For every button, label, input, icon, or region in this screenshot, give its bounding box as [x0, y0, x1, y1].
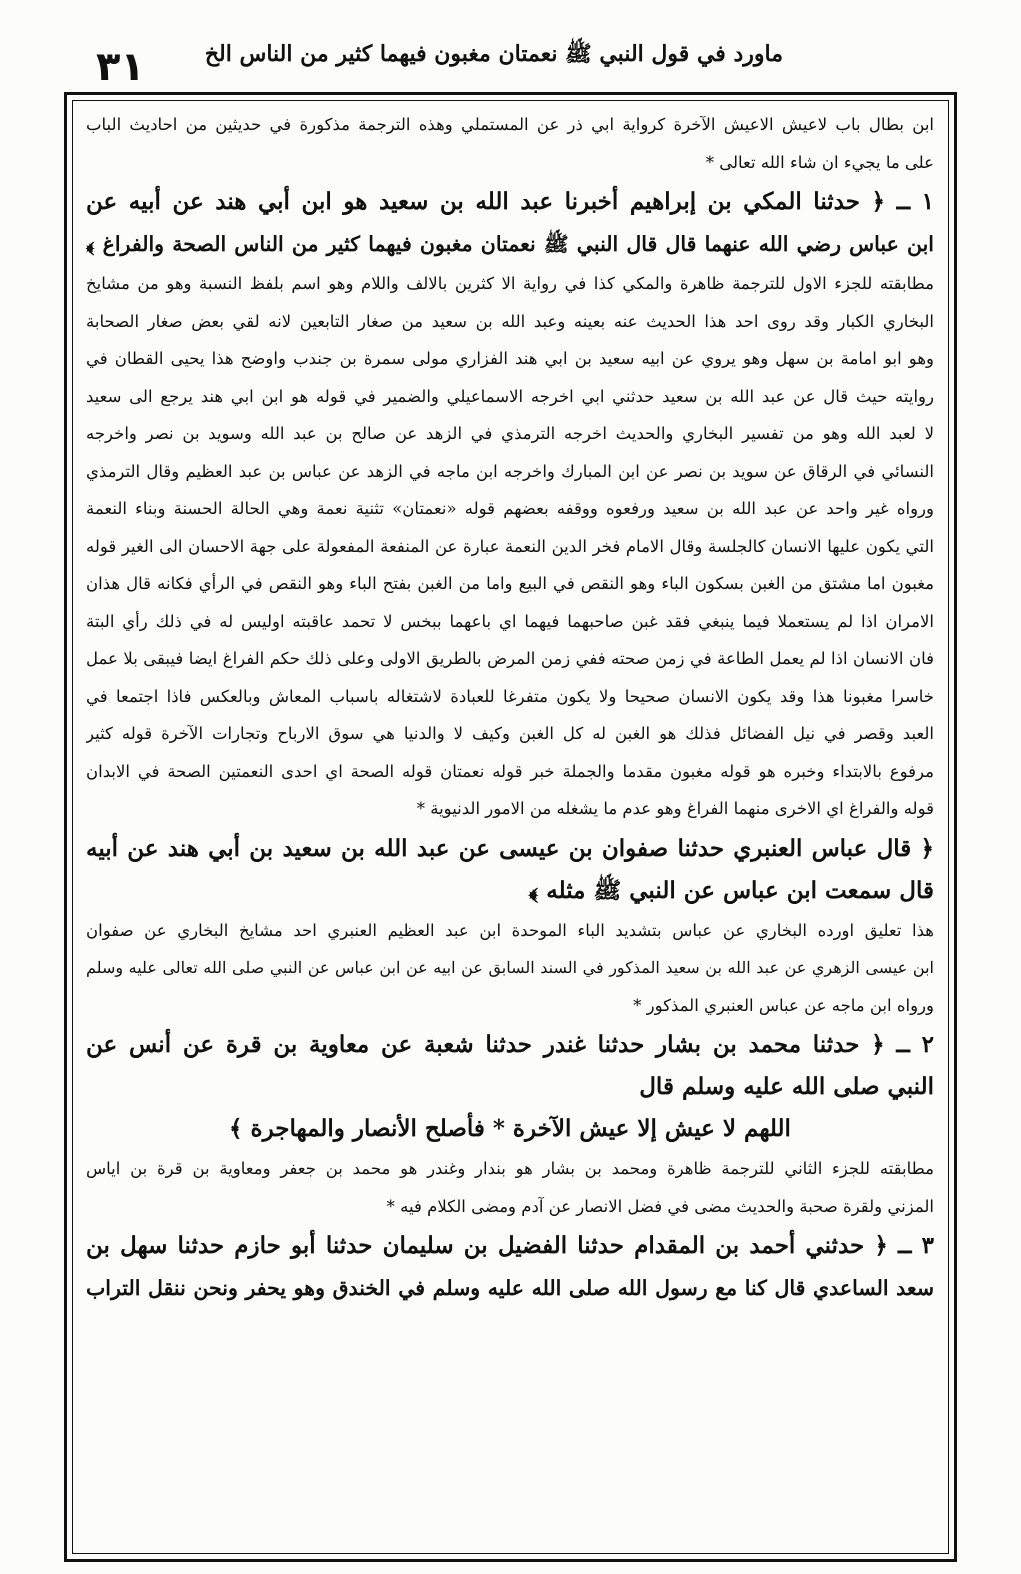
commentary-line: ورواه غير واحد عن عبد الله بن سعيد ورفعوه ووقفه بعضهم قوله «نعمتان» تثنية نعمة وهي الحالة الحسنة وبناء النعمة [86, 499, 934, 518]
commentary-line: روايته حيث قال عن عبد الله بن سعيد حدثني ابي اخرجه الاسماعيلي والضمير في قوله هو ابن ابي هند يرجع الى سعيد [86, 386, 934, 406]
commentary-line: ابن عيسى الزهري عن عبد الله بن سعيد المذكور في السند السابق عن ابيه عن ابن عباس عن النبي صلى الله تعالى عليه وسلم [86, 958, 934, 977]
commentary-line: مطابقته للجزء الاول للترجمة ظاهرة والمكي كذا في رواية الا كثرين بالالف واللام وهو اسم بلفظ النسبة وهو من مشايخ [86, 274, 934, 293]
commentary-line: الامران اذا لم يستعملا فيما ينبغي فقد غبن صاحبهما فيهما اي باعهما ببخس لا تحمد عاقبته اوليس له في ذلك رأي البتة [86, 611, 934, 631]
commentary-line: ورواه ابن ماجه عن عباس العنبري المذكور * [633, 995, 934, 1015]
hadith-line: ﴿ قال عباس العنبري حدثنا صفوان بن عيسى عن عبد الله بن سعيد بن أبي هند عن أبيه [86, 834, 934, 862]
commentary-line: فان الانسان اذا لم يعمل الطاعة في زمن صحته ففي زمن المرض بالطريق الاولى وعلى ذلك حكم الفراغ ايضا فيبقى بلا عمل [86, 649, 934, 668]
body-text [86, 106, 934, 1309]
running-title: ماورد في قول النبي ﷺ نعمتان مغبون فيهما كثير من الناس الخ [204, 41, 783, 67]
commentary-line: خاسرا مغبونا هذا وقد يكون الانسان صحيحا ولا يكون متفرغا للعبادة لاشتغاله باسباب المعاش وبالعكس فاذا اجتمعا في [86, 686, 934, 706]
commentary-line: قوله والفراغ اي الاخرى منهما الفراغ وهو عدم ما يشغله من الامور الدنيوية * [416, 799, 934, 818]
commentary-line: مطابقته للجزء الثاني للترجمة ظاهرة ومحمد بن بشار هو بندار وغندر هو محمد بن جعفر ومعاوية بن قرة بن اياس [86, 1159, 934, 1178]
commentary-line: البخاري الكبار وقد روى احد هذا الحديث عنه بعينه وعبد الله بن سعيد من صغار التابعين لانه لقي بعض صغار الصحابة [86, 311, 934, 331]
commentary-line: العبد وقصر في نيل الفضائل فذلك هو الغبن له كل الغبن وكيف لا والدنيا هي سوق الارباح وتجارات الآخرة قوله كثير [86, 724, 934, 743]
hadith-line: اللهم لا عيش إلا عيش الآخرة * فأصلح الأنصار والمهاجرة ﴾ [229, 1115, 791, 1142]
hadith-line: ٣ ــ ﴿ حدثني أحمد بن المقدام حدثنا الفضيل بن سليمان حدثنا أبو حازم حدثنا سهل بن [86, 1232, 934, 1259]
hadith-line: قال سمعت ابن عباس عن النبي ﷺ مثله ﴾ [528, 876, 934, 904]
commentary-line: التي يكون عليها الانسان كالجلسة وقال الامام فخر الدين النعمة عبارة عن المنفعة المفعولة على جهة الاحسان الى الغير قوله [86, 536, 934, 556]
hadith-line: سعد الساعدي قال كنا مع رسول الله صلى الله عليه وسلم في الخندق وهو يحفر ونحن ننقل التراب [86, 1276, 934, 1300]
commentary-line: هذا تعليق اورده البخاري عن عباس بتشديد الباء الموحدة ابن عبد العظيم العنبري احد مشايخ البخاري عن صفوان [86, 920, 934, 940]
page-header [0, 0, 1021, 92]
commentary-line: على ما يجيء ان شاء الله تعالى * [705, 152, 934, 172]
hadith-line: النبي صلى الله عليه وسلم قال [639, 1073, 934, 1100]
commentary-line: المزني ولقرة صحبة والحديث مضى في فضل الانصار عن آدم ومضى الكلام فيه * [386, 1196, 934, 1216]
commentary-line: وهو ابو امامة بن سهل وهو يروي عن ابيه سعيد بن ابي هند الفزاري مولى سمرة بن جندب واوضح هذا يحيى القطان في [86, 349, 934, 368]
commentary-line: لا لعبد الله وهو من تفسير البخاري والحديث اخرجه الترمذي في الزهد عن صالح بن عبد الله وسويد بن نصر واخرجه [86, 424, 934, 443]
commentary-line: النسائي في الرقاق عن سويد بن نصر عن ابن المبارك واخرجه ابن ماجه في الزهد عن عباس بن عبد العظيم وقال الترمذي [86, 461, 934, 481]
commentary-line: ابن بطال باب لاعيش الاعيش الآخرة كرواية ابي ذر عن المستملي وهذه الترجمة مذكورة في حديثين من احاديث الباب [86, 115, 934, 134]
page-number: ٣١ [96, 44, 145, 90]
hadith-line: ١ ــ ﴿ حدثنا المكي بن إبراهيم أخبرنا عبد الله بن سعيد هو ابن أبي هند عن أبيه عن [86, 188, 934, 215]
hadith-line: ٢ ــ ﴿ حدثنا محمد بن بشار حدثنا غندر حدثنا شعبة عن معاوية بن قرة عن أنس عن [86, 1031, 934, 1058]
commentary-line: مغبون اما مشتق من الغبن بسكون الباء وهو النقص في البيع واما من الغبن بفتح الباء وهو النقص في الرأي فكانه قال هذان [86, 574, 934, 593]
hadith-line: ابن عباس رضي الله عنهما قال قال النبي ﷺ نعمتان مغبون فيهما كثير من الناس الصحة والفراغ ﴾ [86, 232, 934, 256]
commentary-line: مرفوع بالابتداء وخبره هو قوله مغبون مقدما والجملة خبر قوله نعمتان قوله الصحة اي احدى النعمتين الصحة في الابدان [86, 761, 934, 781]
